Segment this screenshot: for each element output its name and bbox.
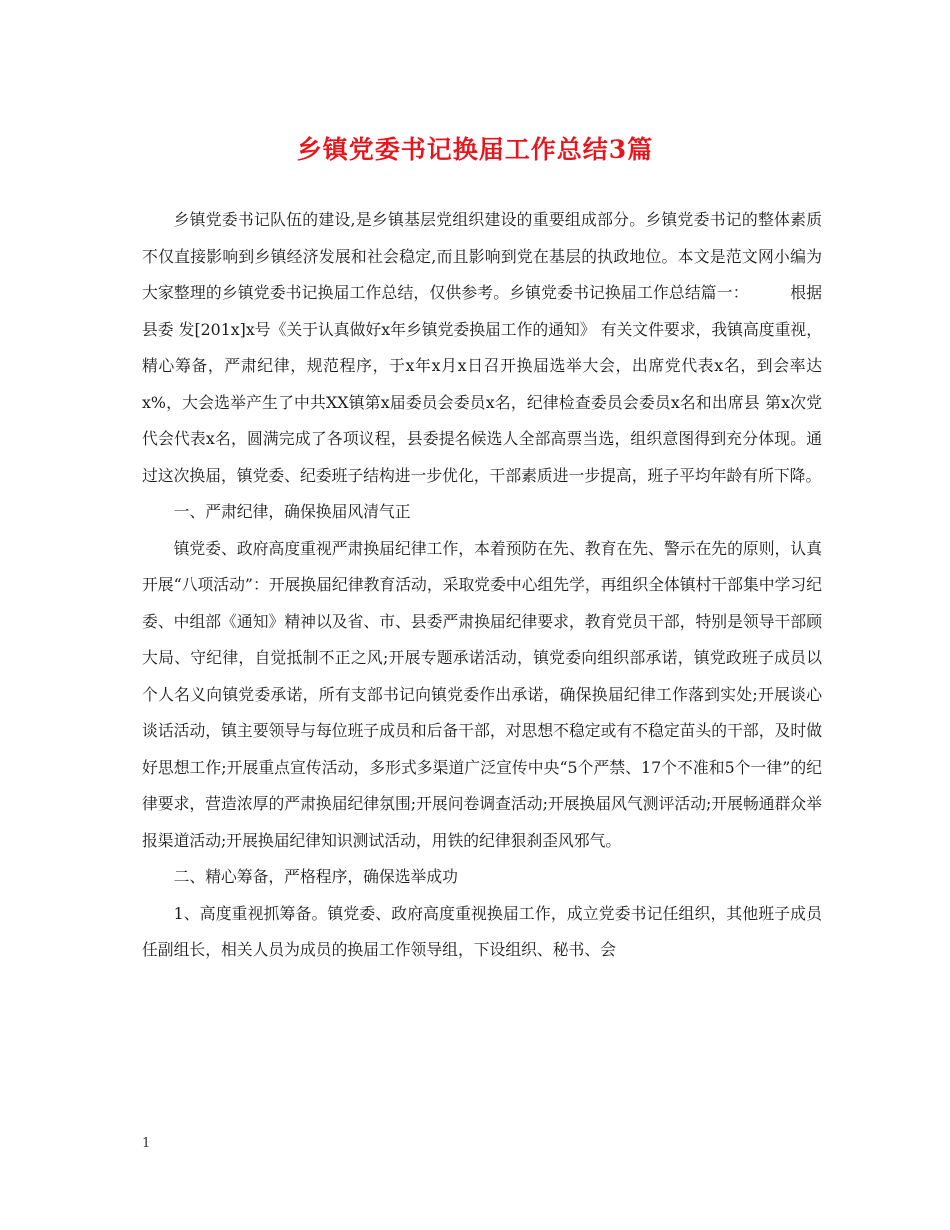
section-heading: 一、严肃纪律，确保换届风清气正 [173,502,411,521]
paragraph: 1、高度重视抓筹备。镇党委、政府高度重视换届工作，成立党委书记任组织，其他班子成员任副组长，相关人员为成员的换届工作领导组，下设组织、秘书、会 [142,903,822,959]
paragraph: 乡镇党委书记队伍的建设,是乡镇基层党组织建设的重要组成部分。乡镇党委书记的整体素质不仅直接影响到乡镇经济发展和社会稳定,而且影响到党在基层的执政地位。本文是范文网小编为大家整理的乡镇党委书记换届工作总结，仅供参考。乡镇党委书记换届工作总结篇一： 根据县委 发[201x]x号《关于认真做好x年乡镇党委换届工作的通知》 有关文件要求，我镇高度重视，精心筹备，严肃纪律，规范程序，于x年x月x日召开换届选举大会，出席党代表x名，到会率达x%，大会选举产生了中共XX镇第x届委员会委员x名，纪律检查委员会委员x名和出席县 第x次党代会代表x名，圆满完成了各项议程，县委提名候选人全部高票当选，组织意图得到充分体现。通过这次换届，镇党委、纪委班子结构进一步优化，干部素质进一步提高，班子平均年龄有所下降。 [142,210,822,485]
document-title: 乡镇党委书记换届工作总结3篇 [296,135,654,164]
page-number: 1 [142,1136,151,1151]
document-body [142,202,822,969]
paragraph: 镇党委、政府高度重视严肃换届纪律工作，本着预防在先、教育在先、警示在先的原则，认真开展“八项活动”：开展换届纪律教育活动，采取党委中心组先学，再组织全体镇村干部集中学习纪委、中组部《通知》精神以及省、市、县委严肃换届纪律要求，教育党员干部，特别是领导干部顾大局、守纪律，自觉抵制不正之风;开展专题承诺活动，镇党委向组织部承诺，镇党政班子成员以个人名义向镇党委承诺，所有支部书记向镇党委作出承诺，确保换届纪律工作落到实处;开展谈心谈话活动，镇主要领导与每位班子成员和后备干部，对思想不稳定或有不稳定苗头的干部，及时做好思想工作;开展重点宣传活动，多形式多渠道广泛宣传中央“5个严禁、17个不准和5个一律”的纪律要求，营造浓厚的严肃换届纪律氛围;开展问卷调查活动;开展换届风气测评活动;开展畅通群众举报渠道活动;开展换届纪律知识测试活动，用铁的纪律狠刹歪风邪气。 [142,538,822,850]
section-heading: 二、精心筹备，严格程序，确保选举成功 [173,867,458,886]
